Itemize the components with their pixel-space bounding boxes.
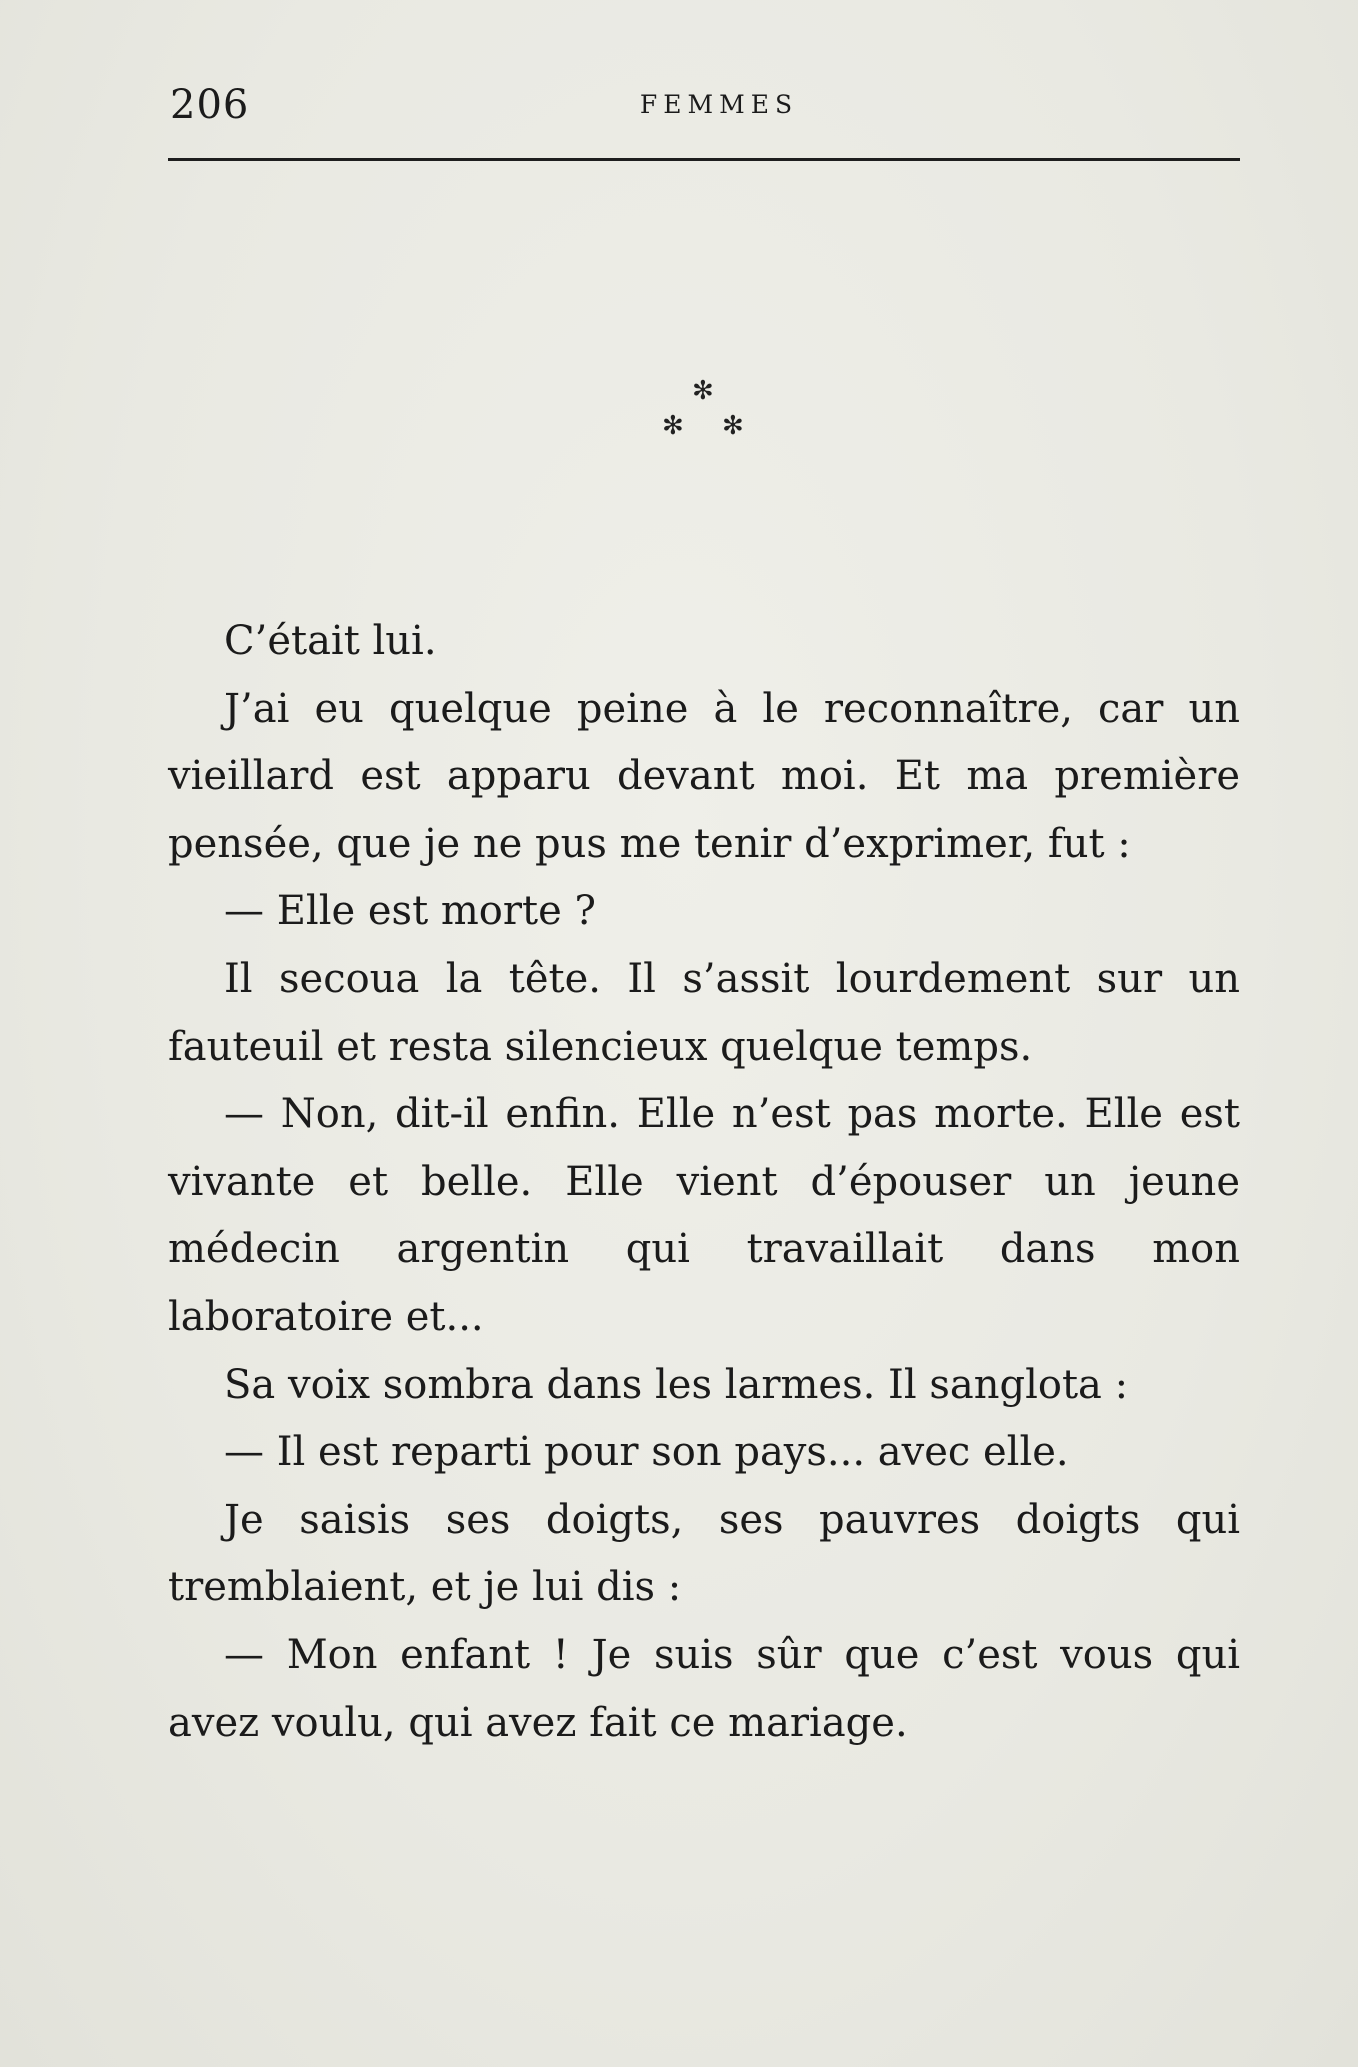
asterisk-icon: ✻ [662,411,684,441]
paragraph: J’ai eu quelque peine à le reconnaître, car un vieillard est apparu devant moi. Et ma première pensée, que je ne pus me tenir d’exprimer, fut : [168,685,1240,867]
page-header [168,78,1240,128]
asterisk-icon: ✻ [722,411,744,441]
page-number: 206 [170,82,250,128]
header-rule [168,158,1240,161]
body-text [168,608,1240,1757]
paragraph: Je saisis ses doigts, ses pauvres doigts qui tremblaient, et je lui dis : [168,1496,1240,1611]
paragraph: — Non, dit-il enfin. Elle n’est pas morte. Elle est vivante et belle. Elle vient d’épouser un jeune médecin argentin qui travaillait dans mon laboratoire et... [168,1091,1240,1340]
asterisk-icon: ✻ [692,376,714,406]
paragraph: — Elle est morte ? [224,888,596,935]
running-title: FEMMES [639,90,799,119]
asterism-separator [650,378,750,448]
paragraph: Sa voix sombra dans les larmes. Il sanglota : [224,1361,1129,1408]
paragraph: Il secoua la tête. Il s’assit lourdement sur un fauteuil et resta silencieux quelque temps. [168,955,1240,1070]
paragraph: — Il est reparti pour son pays... avec elle. [224,1429,1069,1476]
paragraph: C’était lui. [224,618,437,664]
paragraph: — Mon enfant ! Je suis sûr que c’est vous qui avez voulu, qui avez fait ce mariage. [168,1631,1240,1746]
